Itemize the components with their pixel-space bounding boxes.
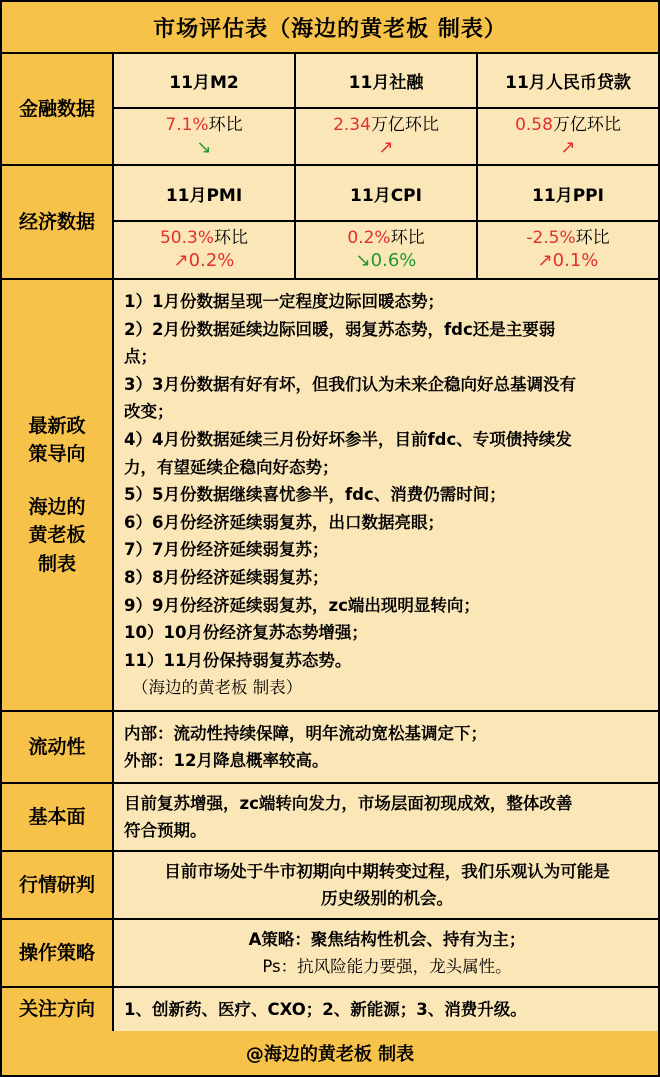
market-judgment-row (2, 852, 658, 920)
ppi-value-cell (478, 222, 658, 278)
policy-item: 点； (124, 347, 157, 367)
focus-label: 关注方向 (2, 988, 114, 1031)
liquidity-text: 内部：流动性持续保障，明年流动宽松基调定下； 外部：12月降息概率较高。 (124, 724, 487, 770)
footer-credit: @海边的黄老板 制表 (2, 1031, 658, 1075)
policy-note: （海边的黄老板 制表） (132, 678, 303, 698)
policy-item: 6）6月份经济延续弱复苏，出口数据亮眼； (124, 512, 444, 532)
policy-row (2, 280, 658, 712)
pmi-value-cell (114, 222, 296, 278)
policy-list (114, 280, 658, 702)
policy-item: 10）10月份经济复苏态势增强； (124, 623, 368, 643)
m2-value: 7.1% (165, 114, 209, 135)
tsf-suffix: 万亿环比 (370, 114, 439, 135)
policy-item: 9）9月份经济延续弱复苏，zc端出现明显转向； (124, 595, 480, 615)
tsf-value-cell (296, 109, 478, 164)
policy-item: 5）5月份数据继续喜忧参半，fdc、消费仍需时间； (124, 485, 506, 505)
fundamentals-row (2, 784, 658, 852)
focus-text: 1、创新药、医疗、CXO；2、新能源；3、消费升级。 (124, 1000, 527, 1019)
pmi-header: 11月PMI (114, 166, 296, 220)
cpi-value: 0.2% (347, 228, 391, 249)
rmb-loan-value-cell (478, 109, 658, 164)
tsf-header: 11月社融 (296, 54, 478, 107)
market-judgment-text: 目前市场处于牛市初期向中期转变过程，我们乐观认为可能是 历史级别的机会。 (164, 862, 610, 908)
policy-item: 改变； (124, 402, 174, 422)
fundamentals-label: 基本面 (2, 784, 114, 850)
fundamentals-text: 目前复苏增强，zc端转向发力，市场层面初现成效，整体改善 符合预期。 (124, 794, 573, 840)
strategy-row (2, 920, 658, 988)
strategy-text: A策略：聚焦结构性机会、持有为主； Ps：抗风险能力要强，龙头属性。 (248, 930, 526, 976)
rmb-loan-trend-up-icon: ↗ (560, 136, 576, 158)
tsf-trend-up-icon: ↗ (378, 136, 394, 158)
policy-item: 11）11月份保持弱复苏态势。 (124, 650, 352, 670)
pmi-suffix: 环比 (214, 228, 248, 249)
liquidity-row (2, 712, 658, 784)
rmb-loan-suffix: 万亿环比 (552, 114, 621, 135)
cpi-trend-down-icon: ↘0.6% (355, 250, 417, 272)
m2-suffix: 环比 (208, 114, 243, 135)
ppi-value: -2.5% (526, 228, 576, 249)
m2-value-cell (114, 109, 296, 164)
policy-item: 4）4月份数据延续三月份好坏参半，目前fdc、专项债持续发 (124, 429, 572, 449)
table-title-row (2, 2, 658, 54)
policy-item: 8）8月份经济延续弱复苏； (124, 567, 329, 587)
rmb-loan-value: 0.58 (515, 114, 553, 135)
strategy-label: 操作策略 (2, 920, 114, 986)
economy-row (2, 166, 658, 280)
ppi-header: 11月PPI (532, 185, 604, 206)
ppi-trend-up-icon: ↗0.1% (537, 250, 599, 272)
table-title: 市场评估表（海边的黄老板 制表） (153, 16, 507, 42)
rmb-loan-header: 11月人民币贷款 (505, 73, 631, 93)
policy-item: 力，有望延续企稳向好态势； (124, 457, 339, 477)
policy-item: 2）2月份数据延续边际回暖，弱复苏态势，fdc还是主要弱 (124, 319, 556, 339)
ppi-suffix: 环比 (575, 228, 610, 249)
cpi-header: 11月CPI (296, 166, 478, 220)
finance-row (2, 54, 658, 166)
finance-label: 金融数据 (2, 54, 114, 164)
cpi-value-cell (296, 222, 478, 278)
policy-label: 最新政 策导向 海边的 黄老板 制表 (2, 280, 114, 710)
pmi-trend-up-icon: ↗0.2% (173, 250, 235, 272)
pmi-value: 50.3% (159, 228, 214, 249)
policy-item: 1）1月份数据呈现一定程度边际回暖态势； (124, 292, 444, 311)
cpi-suffix: 环比 (390, 228, 425, 249)
policy-item: 3）3月份数据有好有坏，但我们认为未来企稳向好总基调没有 (124, 374, 576, 394)
economy-label: 经济数据 (2, 166, 114, 278)
liquidity-label: 流动性 (2, 712, 114, 782)
m2-trend-down-icon: ↘ (196, 136, 212, 158)
market-judgment-label: 行情研判 (2, 852, 114, 918)
policy-item: 7）7月份经济延续弱复苏； (124, 540, 329, 560)
focus-row (2, 988, 658, 1033)
tsf-value: 2.34 (333, 114, 371, 135)
m2-header: 11月M2 (114, 54, 296, 107)
